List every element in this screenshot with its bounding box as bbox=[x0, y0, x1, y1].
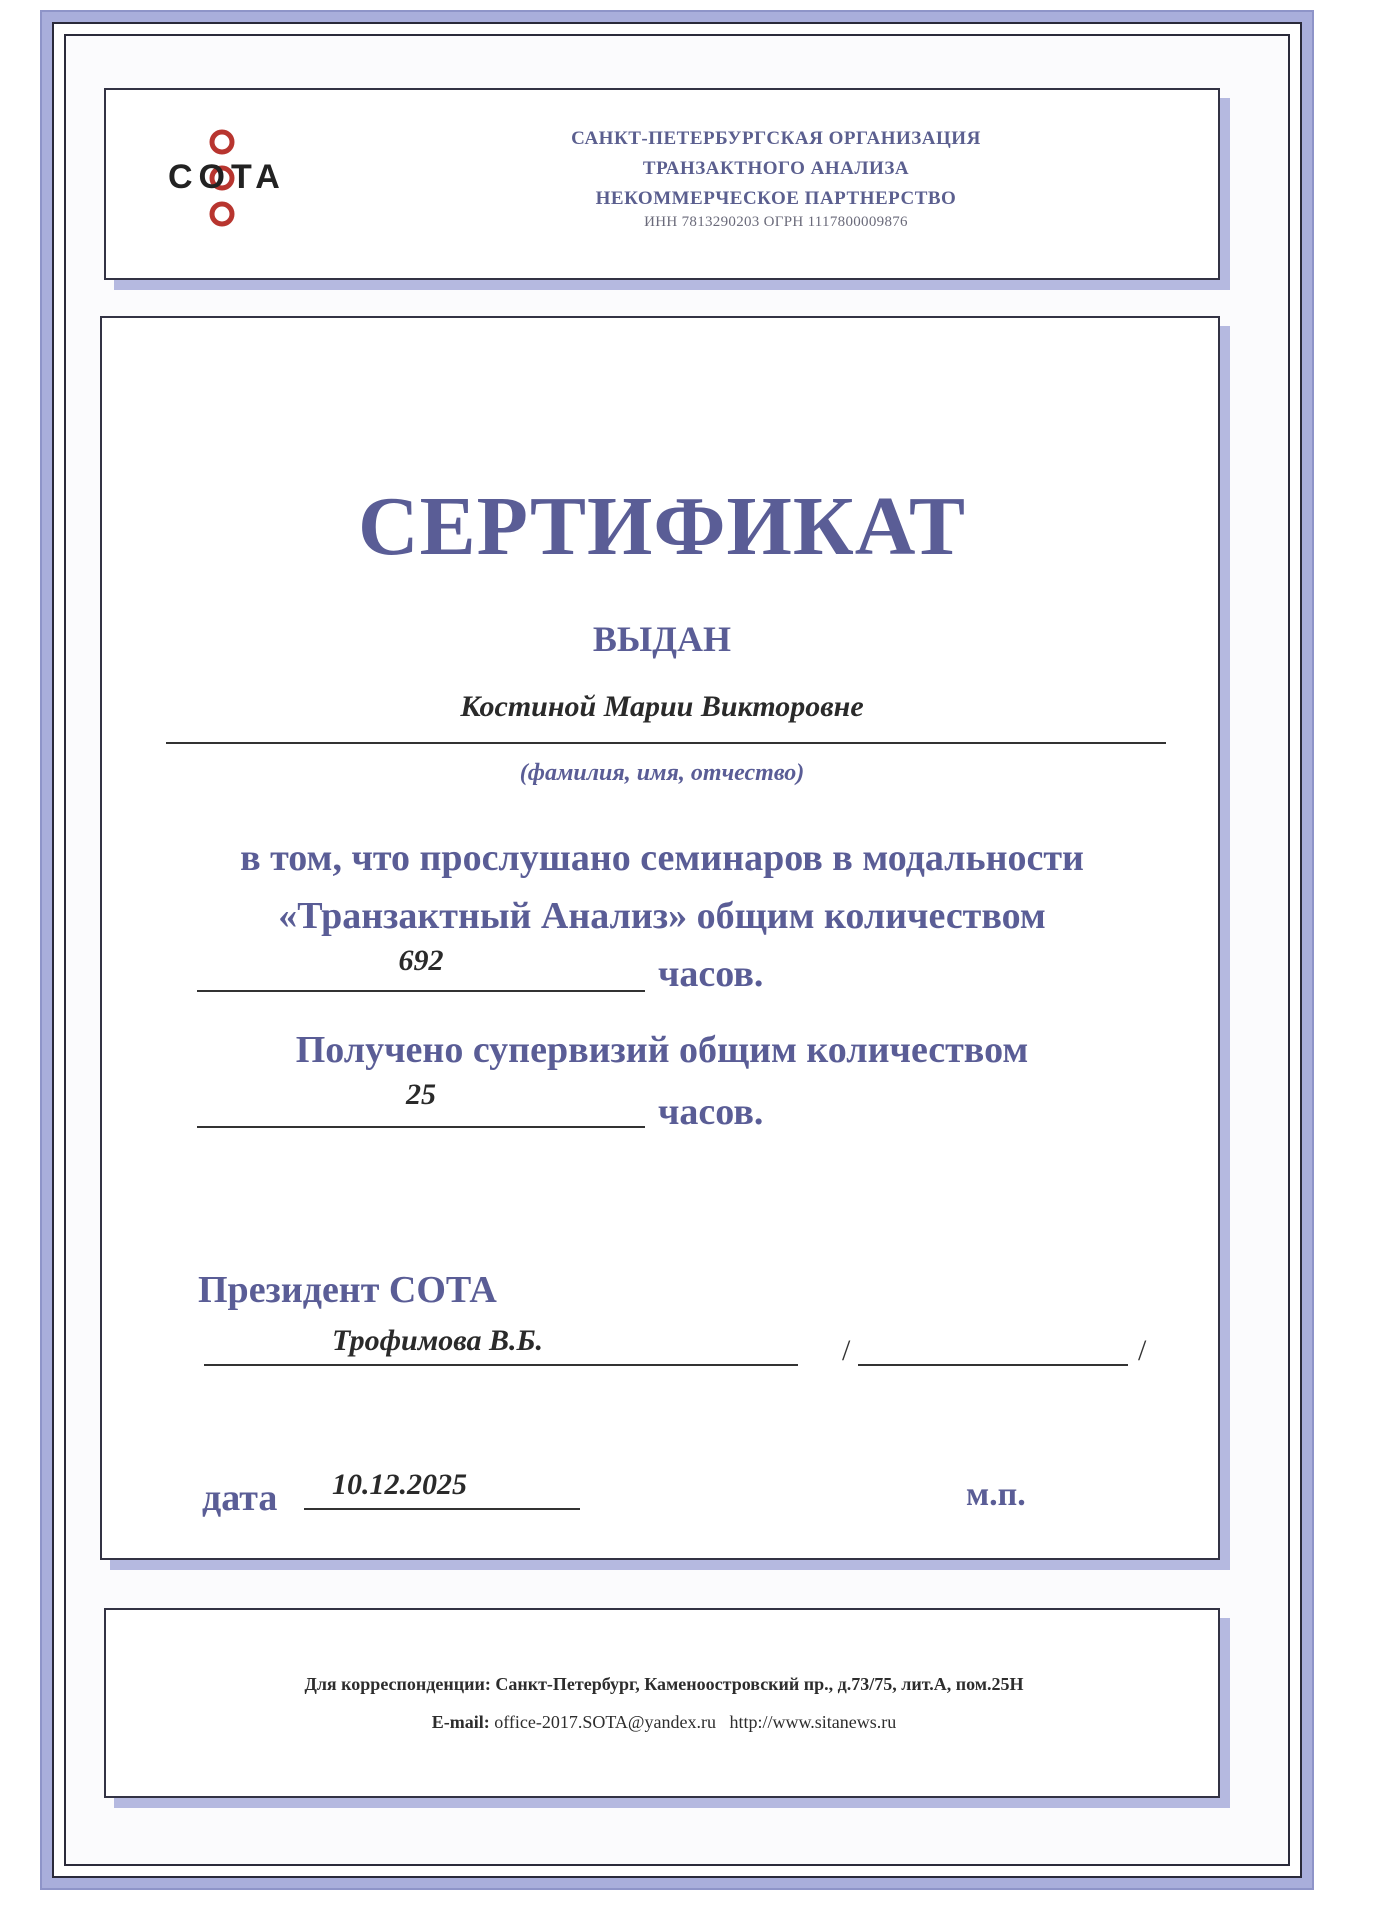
header-box bbox=[104, 88, 1220, 280]
email-link[interactable]: office-2017.SOTA@yandex.ru bbox=[494, 1712, 716, 1732]
president-name: Трофимова В.Б. bbox=[332, 1324, 544, 1357]
footer-address: Для корреспонденции: Санкт-Петербург, Каменоостровский пр., д.73/75, лит.А, пом.25Н bbox=[304, 1674, 1024, 1694]
signature-slash-left: / bbox=[842, 1334, 851, 1367]
org-name-line3: НЕКОММЕРЧЕСКОЕ ПАРТНЕРСТВО bbox=[595, 188, 957, 209]
date-label: дата bbox=[202, 1477, 278, 1519]
footer-box bbox=[104, 1608, 1220, 1798]
org-name-line2: ТРАНЗАКТНОГО АНАЛИЗА bbox=[642, 158, 910, 179]
org-info bbox=[406, 124, 1146, 231]
signature-slash-right: / bbox=[1138, 1334, 1147, 1367]
sota-logo bbox=[166, 118, 306, 258]
issued-label: ВЫДАН bbox=[592, 619, 732, 659]
org-name-line1: САНКТ-ПЕТЕРБУРГСКАЯ ОРГАНИЗАЦИЯ bbox=[571, 128, 981, 149]
signature-underline bbox=[858, 1364, 1128, 1366]
certificate-body bbox=[100, 316, 1220, 1560]
website-link[interactable]: http://www.sitanews.ru bbox=[729, 1712, 897, 1732]
org-registration: ИНН 7813290203 ОГРН 1117800009876 bbox=[644, 214, 908, 230]
hours-label-1: часов. bbox=[658, 953, 764, 995]
supervision-hours-underline bbox=[197, 1126, 645, 1128]
footer-contacts bbox=[106, 1712, 1222, 1733]
supervision-line: Получено супервизий общим количеством bbox=[295, 1029, 1029, 1071]
hours-label-2: часов. bbox=[658, 1091, 764, 1133]
logo-text: COTA bbox=[168, 158, 286, 196]
seminar-hours-underline bbox=[197, 990, 645, 992]
recipient-name: Костиной Марии Викторовне bbox=[460, 690, 864, 723]
email-label: E-mail: bbox=[431, 1712, 490, 1732]
seal-label: м.п. bbox=[966, 1476, 1026, 1513]
recipient-underline bbox=[166, 742, 1166, 744]
seminars-line2: «Транзактный Анализ» общим количеством bbox=[278, 895, 1046, 937]
date-value: 10.12.2025 bbox=[332, 1468, 467, 1501]
date-underline bbox=[304, 1508, 580, 1510]
president-label: Президент СОТА bbox=[198, 1269, 497, 1311]
recipient-hint: (фамилия, имя, отчество) bbox=[519, 760, 805, 786]
seminars-line1: в том, что прослушано семинаров в модальности bbox=[240, 837, 1084, 879]
president-underline bbox=[204, 1364, 798, 1366]
certificate-title: СЕРТИФИКАТ bbox=[357, 480, 967, 573]
supervision-hours-value: 25 bbox=[406, 1078, 436, 1111]
seminar-hours-value: 692 bbox=[398, 944, 444, 977]
